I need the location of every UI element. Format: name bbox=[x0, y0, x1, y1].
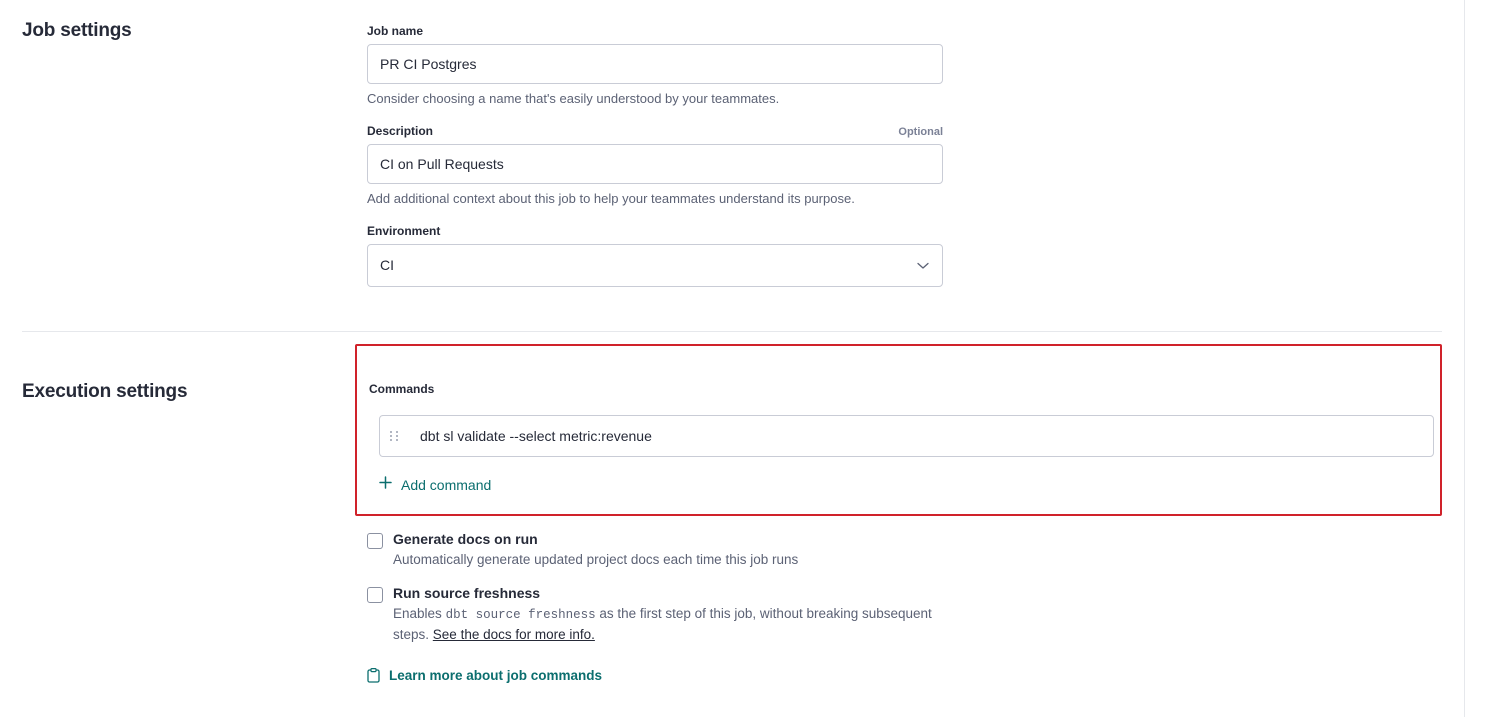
source-freshness-checkbox[interactable] bbox=[367, 587, 383, 603]
job-name-input[interactable] bbox=[367, 44, 943, 84]
environment-field-group bbox=[367, 224, 943, 287]
source-freshness-desc-middle: as the first step of this job, without breaking subsequent steps. bbox=[393, 606, 932, 642]
drag-handle-icon[interactable] bbox=[380, 431, 408, 441]
command-row[interactable] bbox=[379, 415, 1434, 457]
job-name-field-group bbox=[367, 24, 943, 106]
command-text[interactable]: dbt sl validate --select metric:revenue bbox=[420, 428, 652, 444]
commands-label: Commands bbox=[369, 382, 435, 396]
right-divider bbox=[1464, 0, 1465, 717]
description-field-group bbox=[367, 124, 943, 206]
clipboard-icon bbox=[367, 668, 380, 683]
generate-docs-checkbox[interactable] bbox=[367, 533, 383, 549]
job-settings-heading: Job settings bbox=[22, 20, 132, 41]
learn-more-about-job-commands-link[interactable] bbox=[367, 668, 602, 683]
source-freshness-option bbox=[367, 585, 1067, 645]
commands-highlight-box bbox=[355, 344, 1442, 516]
environment-label: Environment bbox=[367, 224, 441, 238]
source-freshness-docs-link[interactable]: See the docs for more info. bbox=[432, 627, 595, 642]
add-command-label: Add command bbox=[401, 476, 492, 493]
description-label: Description bbox=[367, 124, 434, 138]
generate-docs-description: Automatically generate updated project docs each time this job runs bbox=[393, 552, 799, 567]
learn-more-label: Learn more about job commands bbox=[389, 668, 603, 683]
description-help: Add additional context about this job to help your teammates understand its purpose. bbox=[367, 191, 855, 206]
job-name-label: Job name bbox=[367, 24, 424, 38]
description-optional-tag: Optional bbox=[898, 126, 943, 138]
source-freshness-title: Run source freshness bbox=[393, 585, 541, 601]
source-freshness-desc-before: Enables bbox=[393, 606, 442, 621]
generate-docs-option bbox=[367, 531, 1067, 570]
source-freshness-description bbox=[393, 604, 953, 645]
add-command-button[interactable] bbox=[379, 476, 491, 493]
section-divider bbox=[22, 331, 1442, 332]
description-input[interactable] bbox=[367, 144, 943, 184]
environment-select[interactable] bbox=[367, 244, 943, 287]
environment-select-value: CI bbox=[367, 244, 943, 287]
source-freshness-desc-code: dbt source freshness bbox=[445, 608, 596, 622]
plus-icon bbox=[379, 476, 392, 493]
job-name-help: Consider choosing a name that's easily understood by your teammates. bbox=[367, 91, 780, 106]
generate-docs-title: Generate docs on run bbox=[393, 531, 538, 547]
execution-settings-heading: Execution settings bbox=[22, 381, 188, 402]
